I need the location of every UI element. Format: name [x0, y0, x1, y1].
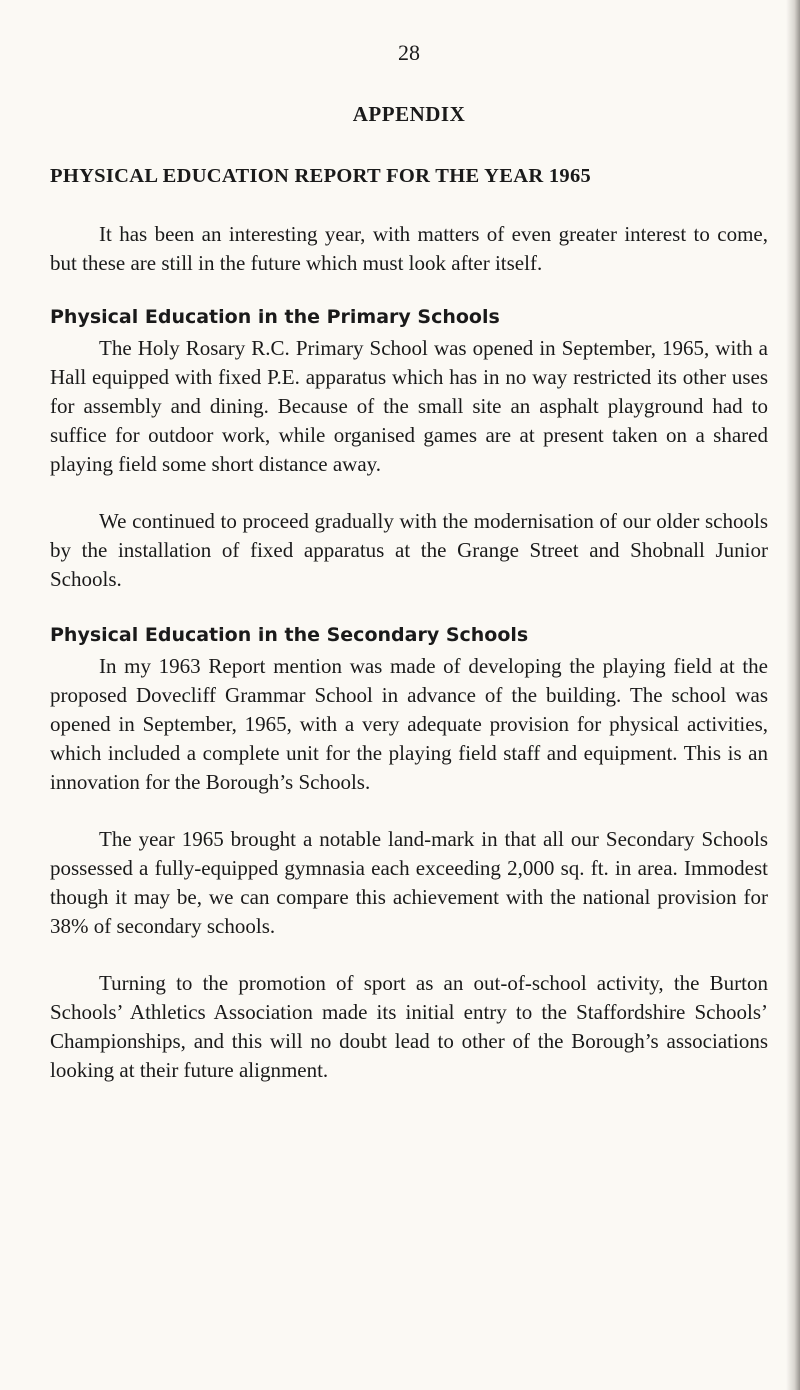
primary-paragraph-2: We continued to proceed gradually with the modernisation of our older schools by the installation of fixed apparatus at the Grange Street and Shobnall Junior Schools. — [50, 509, 768, 591]
document-page — [50, 40, 768, 1085]
primary-paragraph-1: The Holy Rosary R.C. Primary School was opened in September, 1965, with a Hall equipped with fixed P.E. apparatus which has in no way restricted its other uses for assembly and dining. Because of the small site an asphalt playground had to suffice for outdoor work, while organised games are at present taken on a shared playing field some short distance away. — [50, 336, 768, 476]
page-edge-shadow — [786, 0, 800, 1390]
report-title: PHYSICAL EDUCATION REPORT FOR THE YEAR 1965 — [50, 165, 592, 187]
appendix-heading: APPENDIX — [352, 102, 466, 126]
secondary-paragraph-2: The year 1965 brought a notable land-mark in that all our Secondary Schools possessed a fully-equipped gymnasia each exceeding 2,000 sq. ft. in area. Immodest though it may be, we can compare this achievement with the national provision for 38% of secondary schools. — [50, 827, 768, 938]
page-number: 28 — [398, 40, 420, 65]
primary-schools-heading: Physical Education in the Primary Schools — [50, 306, 500, 328]
secondary-paragraph-3: Turning to the promotion of sport as an out-of-school activity, the Burton Schools’ Athletics Association made its initial entry to the Staffordshire Schools’ Championships, and this will no doubt lead to other of the Borough’s associations looking at their future alignment. — [50, 971, 768, 1082]
intro-paragraph: It has been an interesting year, with matters of even greater interest to come, but these are still in the future which must look after itself. — [50, 222, 768, 275]
secondary-paragraph-1: In my 1963 Report mention was made of developing the playing field at the proposed Dovecliff Grammar School in advance of the building. The school was opened in September, 1965, with a very adequate provision for physical activities, which included a complete unit for the playing field staff and equipment. This is an innovation for the Borough’s Schools. — [50, 654, 768, 794]
secondary-schools-heading: Physical Education in the Secondary Schools — [50, 624, 529, 646]
